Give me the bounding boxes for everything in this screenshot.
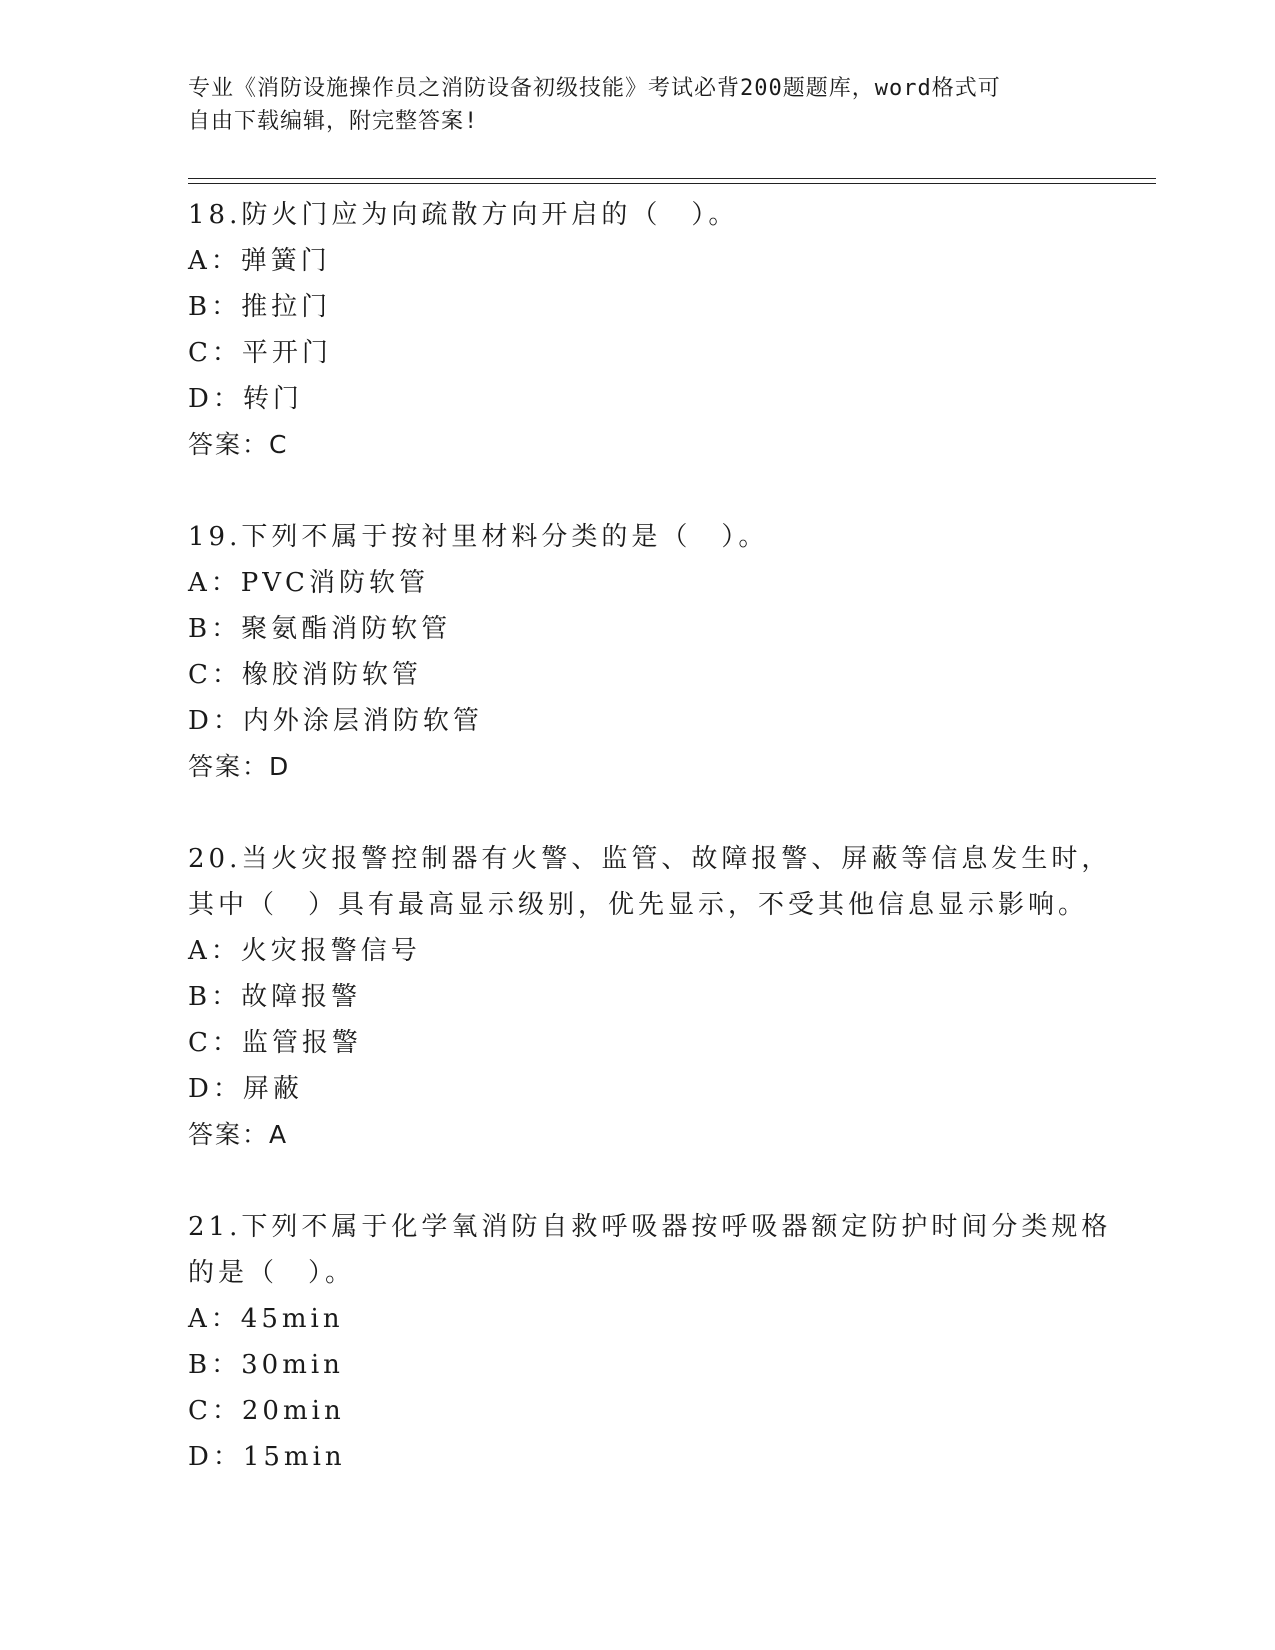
question-stem-continued: 其中（ ）具有最高显示级别，优先显示，不受其他信息显示影响。: [188, 890, 1089, 920]
option-a: A：火灾报警信号: [188, 936, 421, 966]
question-list: [188, 192, 1156, 1526]
question-19: [188, 514, 1156, 790]
option-a: A：45min: [188, 1304, 344, 1334]
question-stem-continued: 的是（ ）。: [188, 1258, 356, 1288]
question-21: [188, 1204, 1156, 1480]
option-b: B：聚氨酯消防软管: [188, 614, 452, 644]
question-stem: 20.当火灾报警控制器有火警、监管、故障报警、屏蔽等信息发生时，: [188, 844, 1112, 874]
option-d: D：转门: [188, 384, 303, 414]
header-line-1: 专业《消防设施操作员之消防设备初级技能》考试必背200题题库，word格式可: [188, 76, 1001, 101]
option-d: D：内外涂层消防软管: [188, 706, 483, 736]
option-a: A：PVC消防软管: [188, 568, 429, 598]
question-18: [188, 192, 1156, 468]
document-header: [188, 72, 1088, 138]
question-stem: 21.下列不属于化学氧消防自救呼吸器按呼吸器额定防护时间分类规格: [188, 1212, 1112, 1242]
question-stem: 19.下列不属于按衬里材料分类的是（ ）。: [188, 522, 769, 552]
answer-line: 答案：D: [188, 752, 291, 781]
option-b: B：推拉门: [188, 292, 332, 322]
header-divider-bottom: [188, 183, 1156, 184]
option-c: C：平开门: [188, 338, 332, 368]
header-divider-top: [188, 178, 1156, 179]
answer-line: 答案：A: [188, 1120, 289, 1149]
option-b: B：30min: [188, 1350, 344, 1380]
answer-line: 答案：C: [188, 430, 289, 459]
option-c: C：20min: [188, 1396, 345, 1426]
question-20: [188, 836, 1156, 1158]
option-b: B：故障报警: [188, 982, 362, 1012]
option-d: D：15min: [188, 1442, 346, 1472]
option-a: A：弹簧门: [188, 246, 331, 276]
header-line-2: 自由下载编辑，附完整答案!: [188, 109, 479, 134]
option-c: C：监管报警: [188, 1028, 362, 1058]
option-d: D：屏蔽: [188, 1074, 303, 1104]
question-stem: 18.防火门应为向疏散方向开启的（ ）。: [188, 200, 739, 230]
option-c: C：橡胶消防软管: [188, 660, 422, 690]
